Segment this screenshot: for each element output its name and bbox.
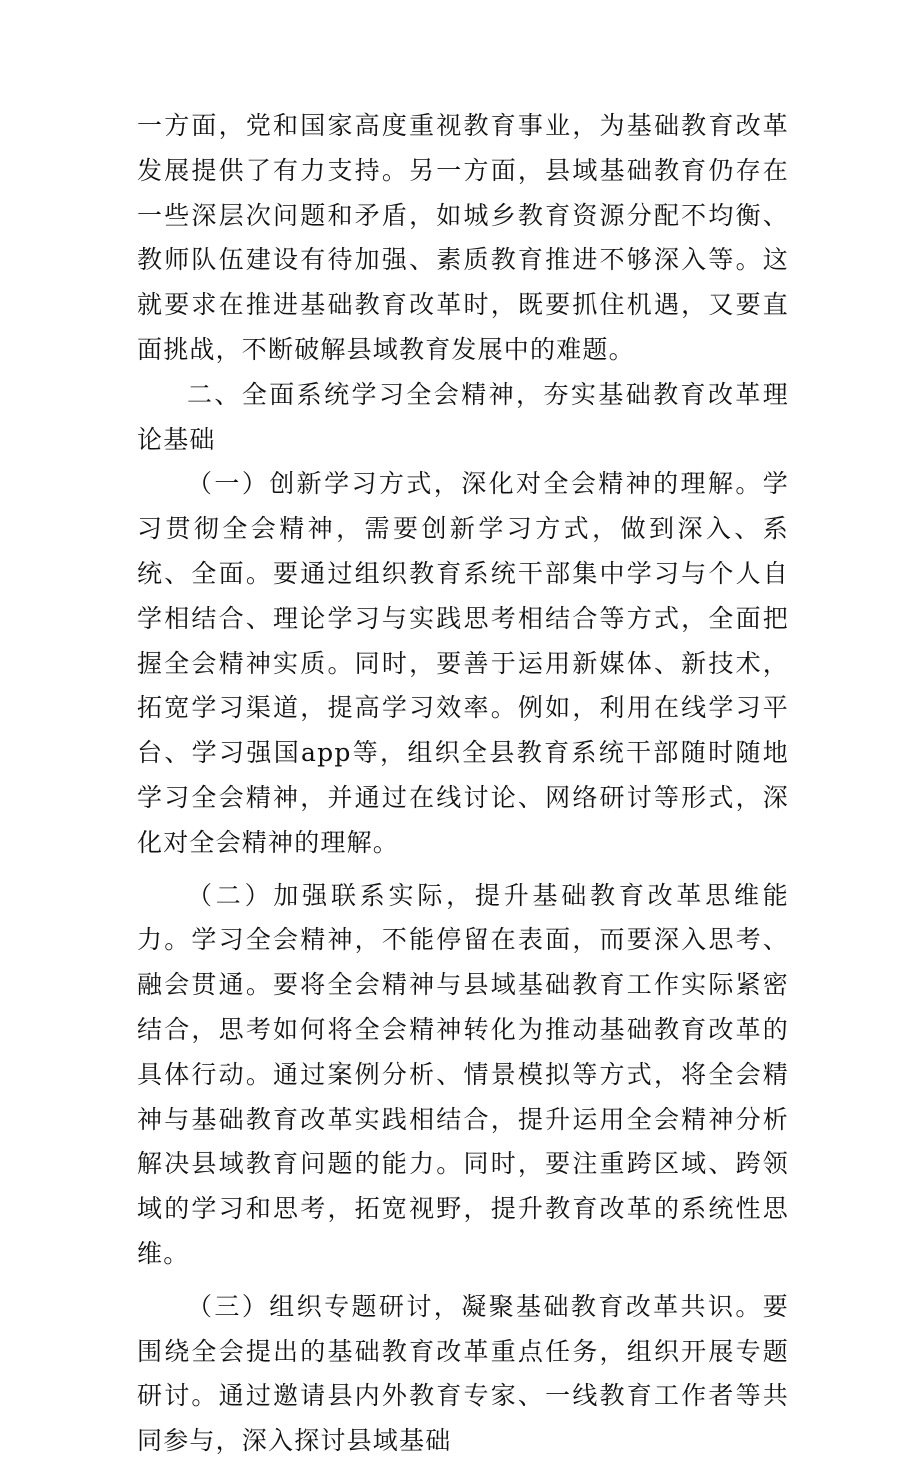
body-paragraph: 一方面，党和国家高度重视教育事业，为基础教育改革发展提供了有力支持。另一方面，县域基础教育仍存在一些深层次问题和矛盾，如城乡教育资源分配不均衡、教师队伍建设有待加强、素质教育推进不够深入等。这就要求在推进基础教育改革时，既要抓住机遇，又要直面挑战，不断破解县域教育发展中的难题。 (137, 111, 789, 364)
document-body (137, 104, 789, 1464)
paragraph-intro-continuation (137, 104, 789, 373)
subsection-paragraph-1: （一）创新学习方式，深化对全会精神的理解。学习贯彻全会精神，需要创新学习方式，做到深入、系统、全面。要通过组织教育系统干部集中学习与个人自学相结合、理论学习与实践思考相结合等方式，全面把握全会精神实质。同时，要善于运用新媒体、新技术，拓宽学习渠道，提高学习效率。例如，利用在线学习平台、学习强国app等，组织全县教育系统干部随时随地学习全会精神，并通过在线讨论、网络研讨等形式，深化对全会精神的理解。 (137, 469, 789, 857)
subsection-paragraph-2: （二）加强联系实际，提升基础教育改革思维能力。学习全会精神，不能停留在表面，而要深入思考、融会贯通。要将全会精神与县域基础教育工作实际紧密结合，思考如何将全会精神转化为推动基础教育改革的具体行动。通过案例分析、情景模拟等方式，将全会精神与基础教育改革实践相结合，提升运用全会精神分析解决县域教育问题的能力。同时，要注重跨区域、跨领域的学习和思考，拓宽视野，提升教育改革的系统性思维。 (137, 880, 789, 1268)
subsection-paragraph-3: （三）组织专题研讨，凝聚基础教育改革共识。要围绕全会提出的基础教育改革重点任务，组织开展专题研讨。通过邀请县内外教育专家、一线教育工作者等共同参与，深入探讨县域基础 (137, 1291, 789, 1456)
section-heading: 二、全面系统学习全会精神，夯实基础教育改革理论基础 (137, 379, 789, 454)
